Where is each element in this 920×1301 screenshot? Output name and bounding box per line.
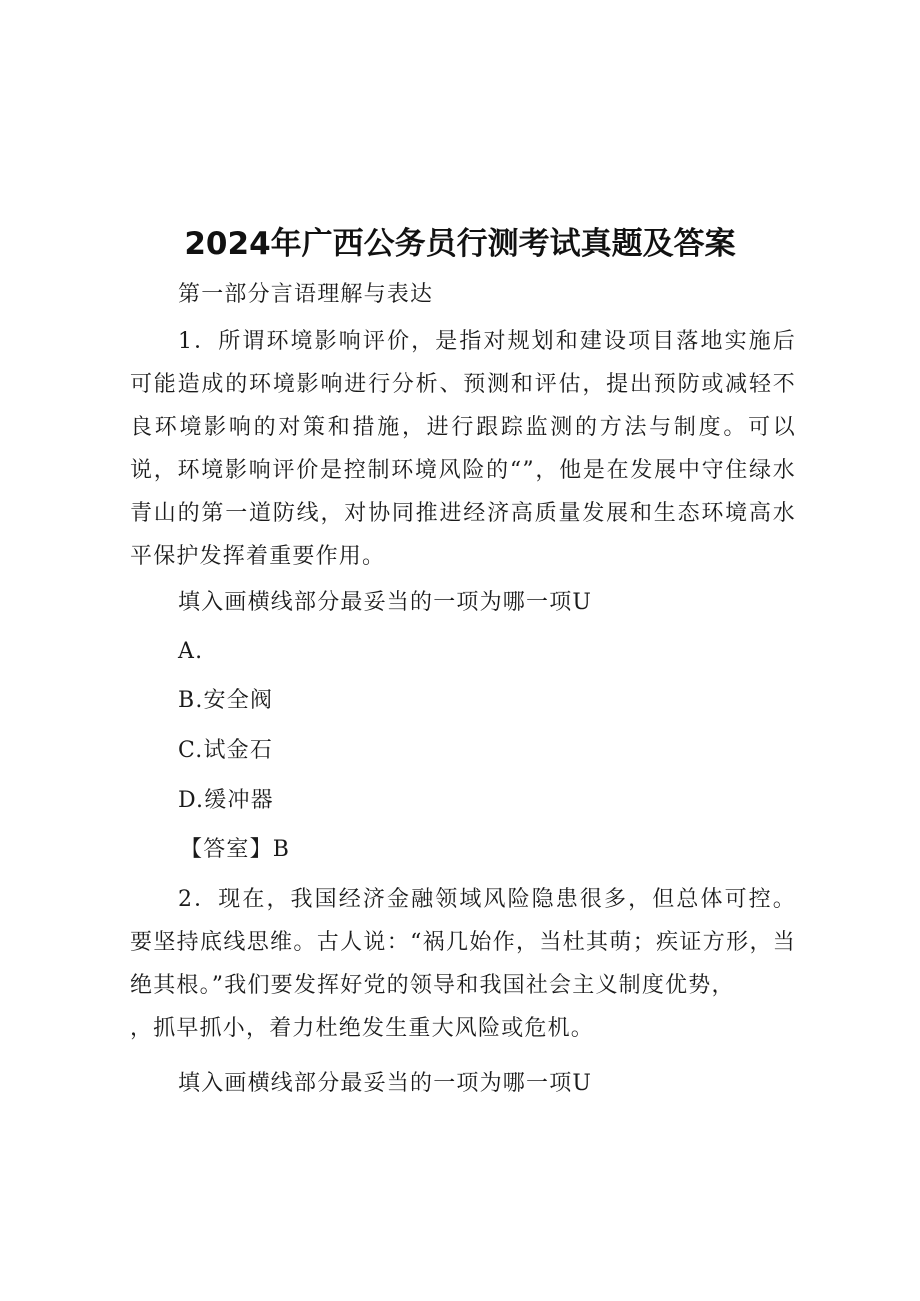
document-title: 2024年广西公务员行测考试真题及答案	[184, 226, 736, 262]
section-heading: 第一部分言语理解与表达	[178, 282, 434, 307]
question-1-prompt: 填入画横线部分最妥当的一项为哪一项U	[178, 590, 593, 615]
question-2-text: 2．现在，我国经济金融领域风险隐患很多，但总体可控。要坚持底线思维。古人说：“祸几始作，当杜其萌；疾证方形，当绝其根。”我们要发挥好党的领导和我国社会主义制度优势，	[130, 887, 796, 998]
question-1-answer: 【答室】B	[180, 837, 291, 862]
question-1-text: 1．所谓环境影响评价，是指对规划和建设项目落地实施后可能造成的环境影响进行分析、预测和评估，提出预防或减轻不良环境影响的对策和措施，进行跟踪监测的方法与制度。可以说，环境影响评价是控制环境风险的“”，他是在发展中守住绿水青山的第一道防线，对协同推进经济高质量发展和生态环境高水平保护发挥着重要作用。	[130, 329, 796, 569]
question-2-text-continued: ，抓早抓小，着力杜绝发生重大风险或危机。	[130, 1016, 595, 1041]
question-1-option-b: B.安全阀	[178, 688, 274, 713]
question-1-option-a: A.	[178, 639, 204, 664]
question-1-option-c: C.试金石	[178, 738, 274, 763]
question-1-option-d: D.缓冲器	[178, 788, 274, 813]
question-2-prompt: 填入画横线部分最妥当的一项为哪一项U	[178, 1071, 593, 1096]
